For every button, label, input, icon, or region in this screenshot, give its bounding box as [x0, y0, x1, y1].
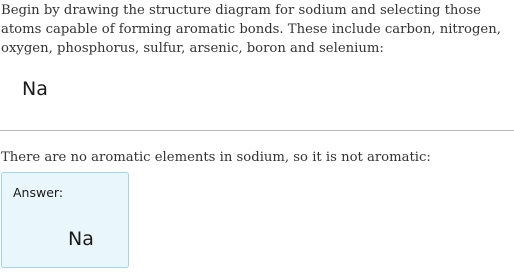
section-divider: [0, 130, 514, 131]
intro-text: Begin by drawing the structure diagram for sodium and selecting those atoms capable of forming aromatic bonds. These include carbon, nitrogen, oxygen, phosphorus, sulfur, arsenic, boron and selenium:: [1, 3, 501, 56]
conclusion-text: There are no aromatic elements in sodium, so it is not aromatic:: [1, 150, 431, 165]
answer-label: Answer:: [13, 185, 64, 200]
answer-box: [1, 172, 129, 268]
answer-formula: Na: [68, 228, 94, 250]
structure-diagram-formula: Na: [22, 78, 48, 100]
